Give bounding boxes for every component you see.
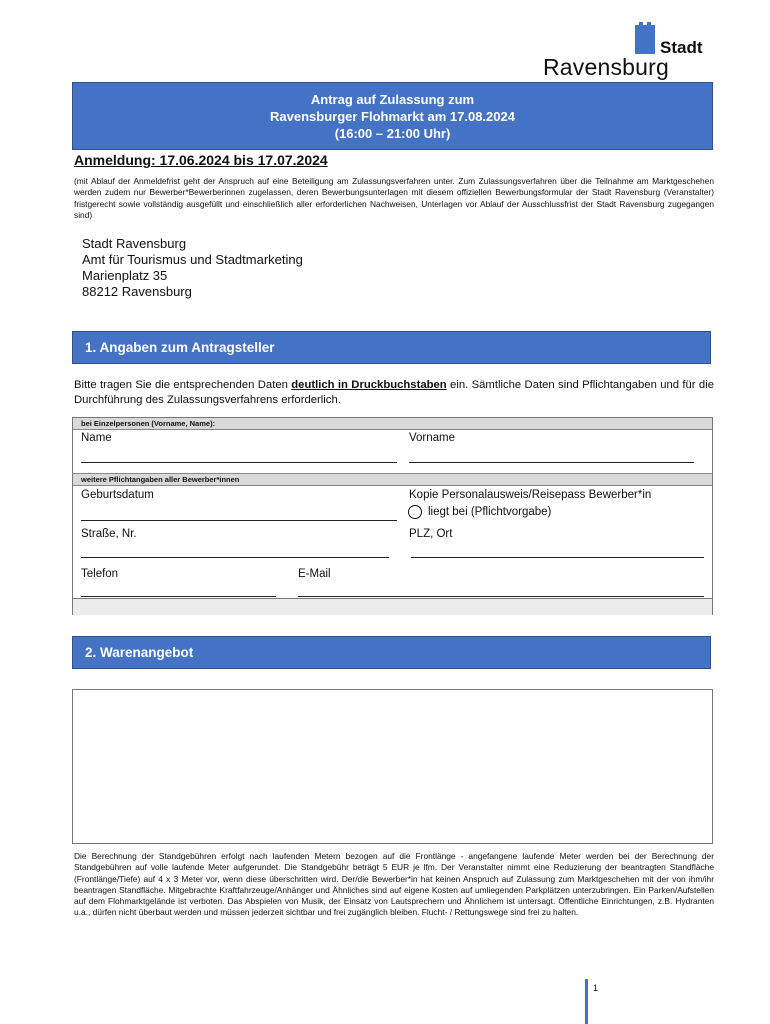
fee-terms-text: Die Berechnung der Standgebühren erfolgt nach laufenden Metern bezogen auf die Frontlänge - angefangene laufende Meter werden bei der Berechnung der Standgebühren auf volle laufende Meter aufgerundet. Die Standgebühr beträgt 5 EUR je lfm. Der Veranstalter nimmt eine Reduzierung der beantragten Standfläche (Frontlänge/Tiefe) auf 4 x 3 Meter vor, wenn diese überschritten wird. Der/die Bewerber*in hat keinen Anspruch auf Zulassung zum Marktgeschehen mit der von ihm/ihr beantragen Standfläche. Mitgebrachte Kraftfahrzeuge/Anhänger und Ähnliches sind auf eigene Kosten auf umliegenden Parkplätzen unterzubringen. Ein Parken/Aufstellen auf dem Flohmarktgelände ist verboten. Das Abspielen von Musik, der Einsatz von Lautsprechern und Ähnlichem ist untersagt. Öffentliche Einrichtungen, z.B. Hydranten u.a., dürfen nicht überbaut werden und müssen jederzeit sichtbar und frei zugänglich bleiben. Flucht- / Rettungswege sind frei zu halten. [74, 851, 714, 918]
logo-stadt-text: Stadt [660, 38, 703, 57]
vorname-label: Vorname [409, 432, 456, 444]
address-line: Marienplatz 35 [82, 268, 168, 283]
instruction-text [74, 378, 714, 408]
registration-period: Anmeldung: 17.06.2024 bis 17.07.2024 [74, 152, 328, 168]
strasse-label: Straße, Nr. [81, 528, 137, 540]
liegt-bei-label: liegt bei (Pflichtvorgabe) [428, 506, 552, 518]
warenangebot-textarea[interactable] [72, 689, 713, 844]
applicant-form [72, 417, 713, 615]
email-label: E-Mail [298, 568, 331, 580]
plz-field[interactable] [411, 557, 704, 558]
title-line-1: Antrag auf Zulassung zum [310, 91, 475, 107]
instruction-post: ein. Sämtliche Daten sind Pflichtangaben und für die Durchführung des Zulassungsverfahrens erforderlich. [74, 379, 714, 406]
band-individuals: bei Einzelpersonen (Vorname, Name): [73, 418, 712, 430]
section-1-header: 1. Angaben zum Antragsteller [72, 331, 711, 364]
geburtsdatum-field[interactable] [81, 520, 397, 521]
tower-icon [634, 22, 656, 54]
address-line: 88212 Ravensburg [82, 284, 192, 299]
address-line: Stadt Ravensburg [82, 236, 187, 251]
telefon-field[interactable] [81, 596, 276, 597]
kopie-label: Kopie Personalausweis/Reisepass Bewerber*in [409, 489, 652, 501]
form-bottom-band [73, 598, 712, 615]
logo-city-text: Ravensburg [543, 54, 670, 80]
title-line-2: Ravensburger Flohmarkt am 17.08.2024 [270, 108, 515, 124]
name-field[interactable] [81, 462, 397, 463]
email-field[interactable] [298, 596, 704, 597]
liegt-bei-radio[interactable] [408, 505, 422, 519]
page-number: 1 [593, 983, 599, 993]
plz-label: PLZ, Ort [409, 528, 453, 540]
page-number-bar [585, 979, 588, 1024]
instruction-pre: Bitte tragen Sie die entsprechenden Daten [74, 379, 292, 391]
vorname-field[interactable] [409, 462, 694, 463]
address-line: Amt für Tourismus und Stadtmarketing [82, 252, 303, 267]
form-title-box [72, 82, 713, 150]
name-label: Name [81, 432, 112, 444]
strasse-field[interactable] [81, 557, 389, 558]
address-block [82, 236, 303, 300]
title-line-3: (16:00 – 21:00 Uhr) [334, 125, 451, 141]
section-2-header: 2. Warenangebot [72, 636, 711, 669]
geburtsdatum-label: Geburtsdatum [81, 489, 154, 501]
telefon-label: Telefon [81, 568, 119, 580]
band-required: weitere Pflichtangaben aller Bewerber*innen [73, 474, 712, 486]
instruction-bold: deutlich in Druckbuchstaben [291, 379, 447, 391]
intro-text: (mit Ablauf der Anmeldefrist geht der Anspruch auf eine Beteiligung am Zulassungsverfahren unter. Zum Zulassungsverfahren über die Teilnahme am Marktgeschehen werden zudem nur Bewerber*Bewerberinnen zugelassen, deren Bewerbungsunterlagen mit diesem offiziellen Bewerbungsformular der Stadt Ravensburg (Veranstalter) fristgerecht sowie vollständig ausgefüllt und einschließlich aller erforderlichen Nachweisen, Unterlagen vor Ablauf der Ausschlussfrist der Stadt Ravensburg zugegangen sind) [74, 176, 714, 221]
